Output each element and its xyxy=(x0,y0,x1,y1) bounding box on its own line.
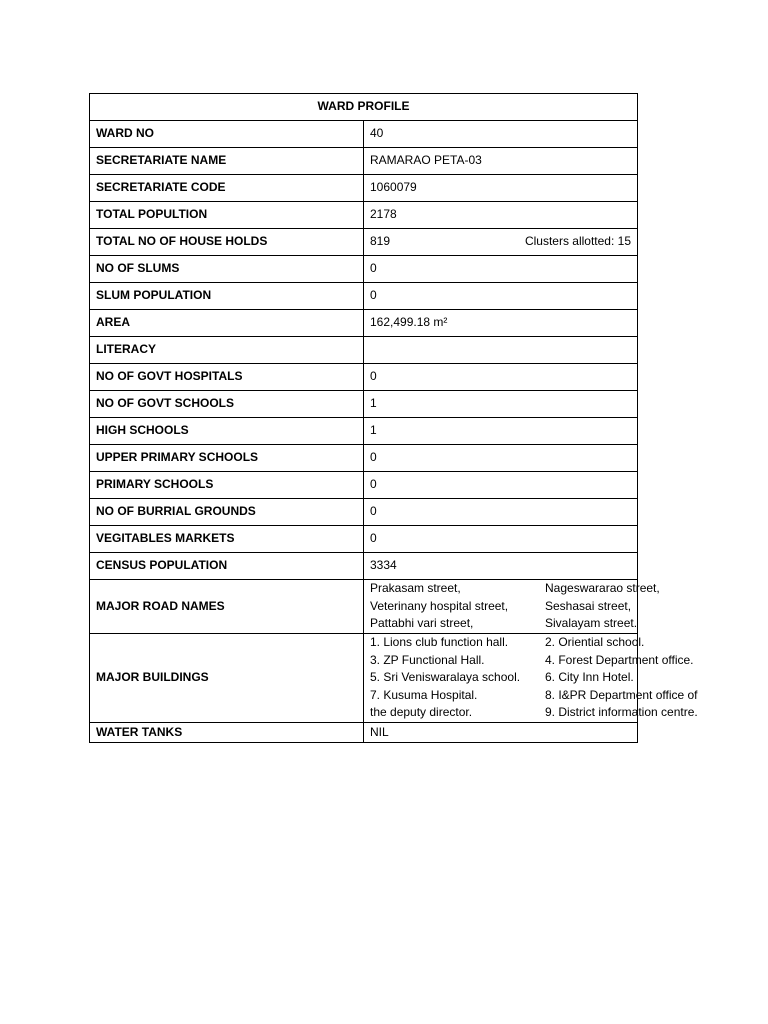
row-label: SECRETARIATE NAME xyxy=(90,148,364,175)
row-label: NO OF SLUMS xyxy=(90,256,364,283)
row-label: NO OF BURRIAL GROUNDS xyxy=(90,499,364,526)
buildings-list xyxy=(370,634,698,722)
table-row-roads xyxy=(90,580,638,634)
table-row-buildings xyxy=(90,634,638,723)
row-extra: Clusters allotted: 15 xyxy=(524,234,631,249)
row-value: 1 xyxy=(364,418,638,445)
row-label: UPPER PRIMARY SCHOOLS xyxy=(90,445,364,472)
building-name: 5. Sri Veniswaralaya school. xyxy=(370,670,521,685)
row-value-split xyxy=(370,233,631,251)
building-name: 8. I&PR Department office of xyxy=(545,687,698,702)
buildings-cell xyxy=(364,634,698,723)
row-label: NO OF GOVT SCHOOLS xyxy=(90,391,364,418)
row-label: HIGH SCHOOLS xyxy=(90,418,364,445)
table-row xyxy=(90,148,638,175)
row-label: WATER TANKS xyxy=(90,722,364,742)
row-label: NO OF GOVT HOSPITALS xyxy=(90,364,364,391)
road-name: Nageswararao street, xyxy=(545,581,660,596)
row-value xyxy=(364,337,638,364)
table-row xyxy=(90,364,638,391)
table-row-water xyxy=(90,722,638,742)
table-row xyxy=(90,526,638,553)
row-value: 0 xyxy=(364,445,638,472)
table-row xyxy=(90,337,638,364)
road-name: Pattabhi vari street, xyxy=(370,616,474,631)
building-name: the deputy director. xyxy=(370,705,473,720)
row-label: TOTAL POPULTION xyxy=(90,202,364,229)
row-value: 0 xyxy=(364,283,638,310)
table-title: WARD PROFILE xyxy=(90,94,638,121)
row-label: PRIMARY SCHOOLS xyxy=(90,472,364,499)
row-value: 1 xyxy=(364,391,638,418)
table-row xyxy=(90,553,638,580)
simple-rows xyxy=(90,121,638,580)
row-label: SLUM POPULATION xyxy=(90,283,364,310)
row-value: 162,499.18 m² xyxy=(364,310,638,337)
row-value: 1060079 xyxy=(364,175,638,202)
road-names-cell xyxy=(364,580,660,634)
building-name: 6. City Inn Hotel. xyxy=(545,670,634,685)
road-name: Prakasam street, xyxy=(370,581,461,596)
table-row xyxy=(90,229,638,256)
row-value: 3334 xyxy=(364,553,638,580)
building-name: 9. District information centre. xyxy=(545,705,698,720)
row-value: NIL xyxy=(364,722,638,742)
table-row xyxy=(90,283,638,310)
building-name: 1. Lions club function hall. xyxy=(370,635,509,649)
row-value-cell xyxy=(364,229,638,256)
row-label: LITERACY xyxy=(90,337,364,364)
road-name: Veterinany hospital street, xyxy=(370,598,509,613)
row-label: MAJOR BUILDINGS xyxy=(90,634,364,723)
table-row xyxy=(90,391,638,418)
table-row xyxy=(90,121,638,148)
row-label: VEGITABLES MARKETS xyxy=(90,526,364,553)
row-value: 0 xyxy=(364,472,638,499)
table-row xyxy=(90,445,638,472)
building-name: 4. Forest Department office. xyxy=(545,652,694,667)
table-row xyxy=(90,175,638,202)
table-row xyxy=(90,202,638,229)
row-value: 819 xyxy=(370,234,391,249)
row-label: CENSUS POPULATION xyxy=(90,553,364,580)
row-label: AREA xyxy=(90,310,364,337)
table-row xyxy=(90,472,638,499)
row-value: 40 xyxy=(364,121,638,148)
row-value: 0 xyxy=(364,499,638,526)
table-row xyxy=(90,256,638,283)
row-value: 0 xyxy=(364,256,638,283)
building-name: 3. ZP Functional Hall. xyxy=(370,652,485,667)
road-names-list xyxy=(370,580,660,633)
table-row xyxy=(90,310,638,337)
row-label: SECRETARIATE CODE xyxy=(90,175,364,202)
table-row xyxy=(90,499,638,526)
row-value: 2178 xyxy=(364,202,638,229)
row-label: TOTAL NO OF HOUSE HOLDS xyxy=(90,229,364,256)
row-value: RAMARAO PETA-03 xyxy=(364,148,638,175)
building-name: 2. Oriential school. xyxy=(545,635,645,649)
building-name: 7. Kusuma Hospital. xyxy=(370,687,478,702)
table-row xyxy=(90,418,638,445)
road-name: Seshasai street, xyxy=(545,598,632,613)
row-label: WARD NO xyxy=(90,121,364,148)
ward-profile-table xyxy=(89,93,698,743)
row-label: MAJOR ROAD NAMES xyxy=(90,580,364,634)
row-value: 0 xyxy=(364,364,638,391)
road-name: Sivalayam street. xyxy=(545,616,638,631)
row-value: 0 xyxy=(364,526,638,553)
